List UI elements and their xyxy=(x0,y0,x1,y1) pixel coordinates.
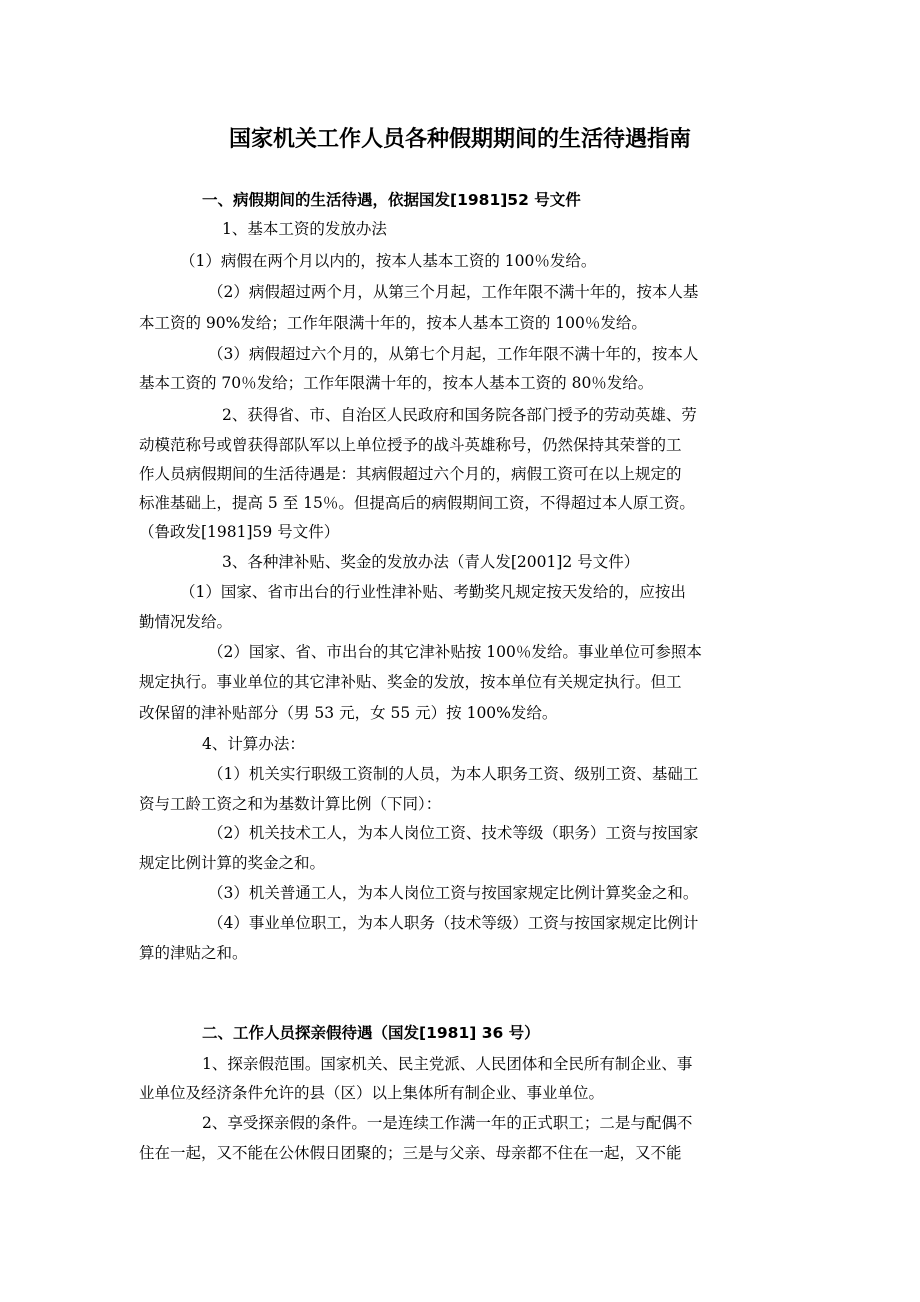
paragraph-line: 4、计算办法： xyxy=(202,735,305,753)
paragraph-line: 勤情况发给。 xyxy=(139,613,233,631)
paragraph-line: 基本工资的 70％发给；工作年限满十年的，按本人基本工资的 80％发给。 xyxy=(139,374,654,392)
section-2-heading: 二、工作人员探亲假待遇（国发[1981] 36 号） xyxy=(202,1024,540,1042)
paragraph-line: 住在一起，又不能在公休假日团聚的；三是与父亲、母亲都不住在一起，又不能 xyxy=(139,1144,682,1162)
paragraph-line: 规定执行。事业单位的其它津补贴、奖金的发放，按本单位有关规定执行。但工 xyxy=(139,673,682,691)
paragraph-line: 3、各种津补贴、奖金的发放办法（青人发[2001]2 号文件） xyxy=(222,553,640,571)
paragraph-line: （4）事业单位职工，为本人职务（技术等级）工资与按国家规定比例计 xyxy=(208,914,699,932)
paragraph-line: （3）病假超过六个月的，从第七个月起，工作年限不满十年的，按本人 xyxy=(208,345,699,363)
paragraph-line: 标准基础上，提高 5 至 15％。但提高后的病假期间工资，不得超过本人原工资。 xyxy=(139,494,695,512)
document-title: 国家机关工作人员各种假期期间的生活待遇指南 xyxy=(228,127,691,152)
paragraph-line: 资与工龄工资之和为基数计算比例（下同）： xyxy=(139,795,442,813)
paragraph-line: 改保留的津补贴部分（男 53 元，女 55 元）按 100%发给。 xyxy=(139,704,558,722)
paragraph-line: 1、基本工资的发放办法 xyxy=(222,220,387,238)
paragraph-line: 规定比例计算的奖金之和。 xyxy=(139,854,326,872)
paragraph-line: （2）病假超过两个月，从第三个月起，工作年限不满十年的，按本人基 xyxy=(208,283,699,301)
paragraph-line: （2）机关技术工人，为本人岗位工资、技术等级（职务）工资与按国家 xyxy=(208,824,699,842)
paragraph-line: 作人员病假期间的生活待遇是：其病假超过六个月的，病假工资可在以上规定的 xyxy=(139,465,682,483)
paragraph-line: 2、获得省、市、自治区人民政府和国务院各部门授予的劳动英雄、劳 xyxy=(222,406,697,424)
paragraph-line: （2）国家、省、市出台的其它津补贴按 100％发给。事业单位可参照本 xyxy=(208,643,702,661)
paragraph-line: （3）机关普通工人，为本人岗位工资与按国家规定比例计算奖金之和。 xyxy=(208,884,699,902)
paragraph-line: 动模范称号或曾获得部队军以上单位授予的战斗英雄称号，仍然保持其荣誉的工 xyxy=(139,436,682,454)
paragraph-line: 算的津贴之和。 xyxy=(139,944,248,962)
paragraph-line: 业单位及经济条件允许的县（区）以上集体所有制企业、事业单位。 xyxy=(139,1084,605,1102)
paragraph-line: （1）机关实行职级工资制的人员，为本人职务工资、级别工资、基础工 xyxy=(208,765,699,783)
paragraph-line: 本工资的 90%发给；工作年限满十年的，按本人基本工资的 100％发给。 xyxy=(139,314,647,332)
paragraph-line: 1、探亲假范围。国家机关、民主党派、人民团体和全民所有制企业、事 xyxy=(202,1055,693,1073)
paragraph-line: （1）病假在两个月以内的，按本人基本工资的 100％发给。 xyxy=(180,252,597,270)
paragraph-line: 2、享受探亲假的条件。一是连续工作满一年的正式职工；二是与配偶不 xyxy=(202,1114,693,1132)
paragraph-line: （1）国家、省市出台的行业性津补贴、考勤奖凡规定按天发给的，应按出 xyxy=(180,583,686,601)
paragraph-line: （鲁政发[1981]59 号文件） xyxy=(139,523,340,541)
section-1-heading: 一、病假期间的生活待遇，依据国发[1981]52 号文件 xyxy=(202,191,581,209)
